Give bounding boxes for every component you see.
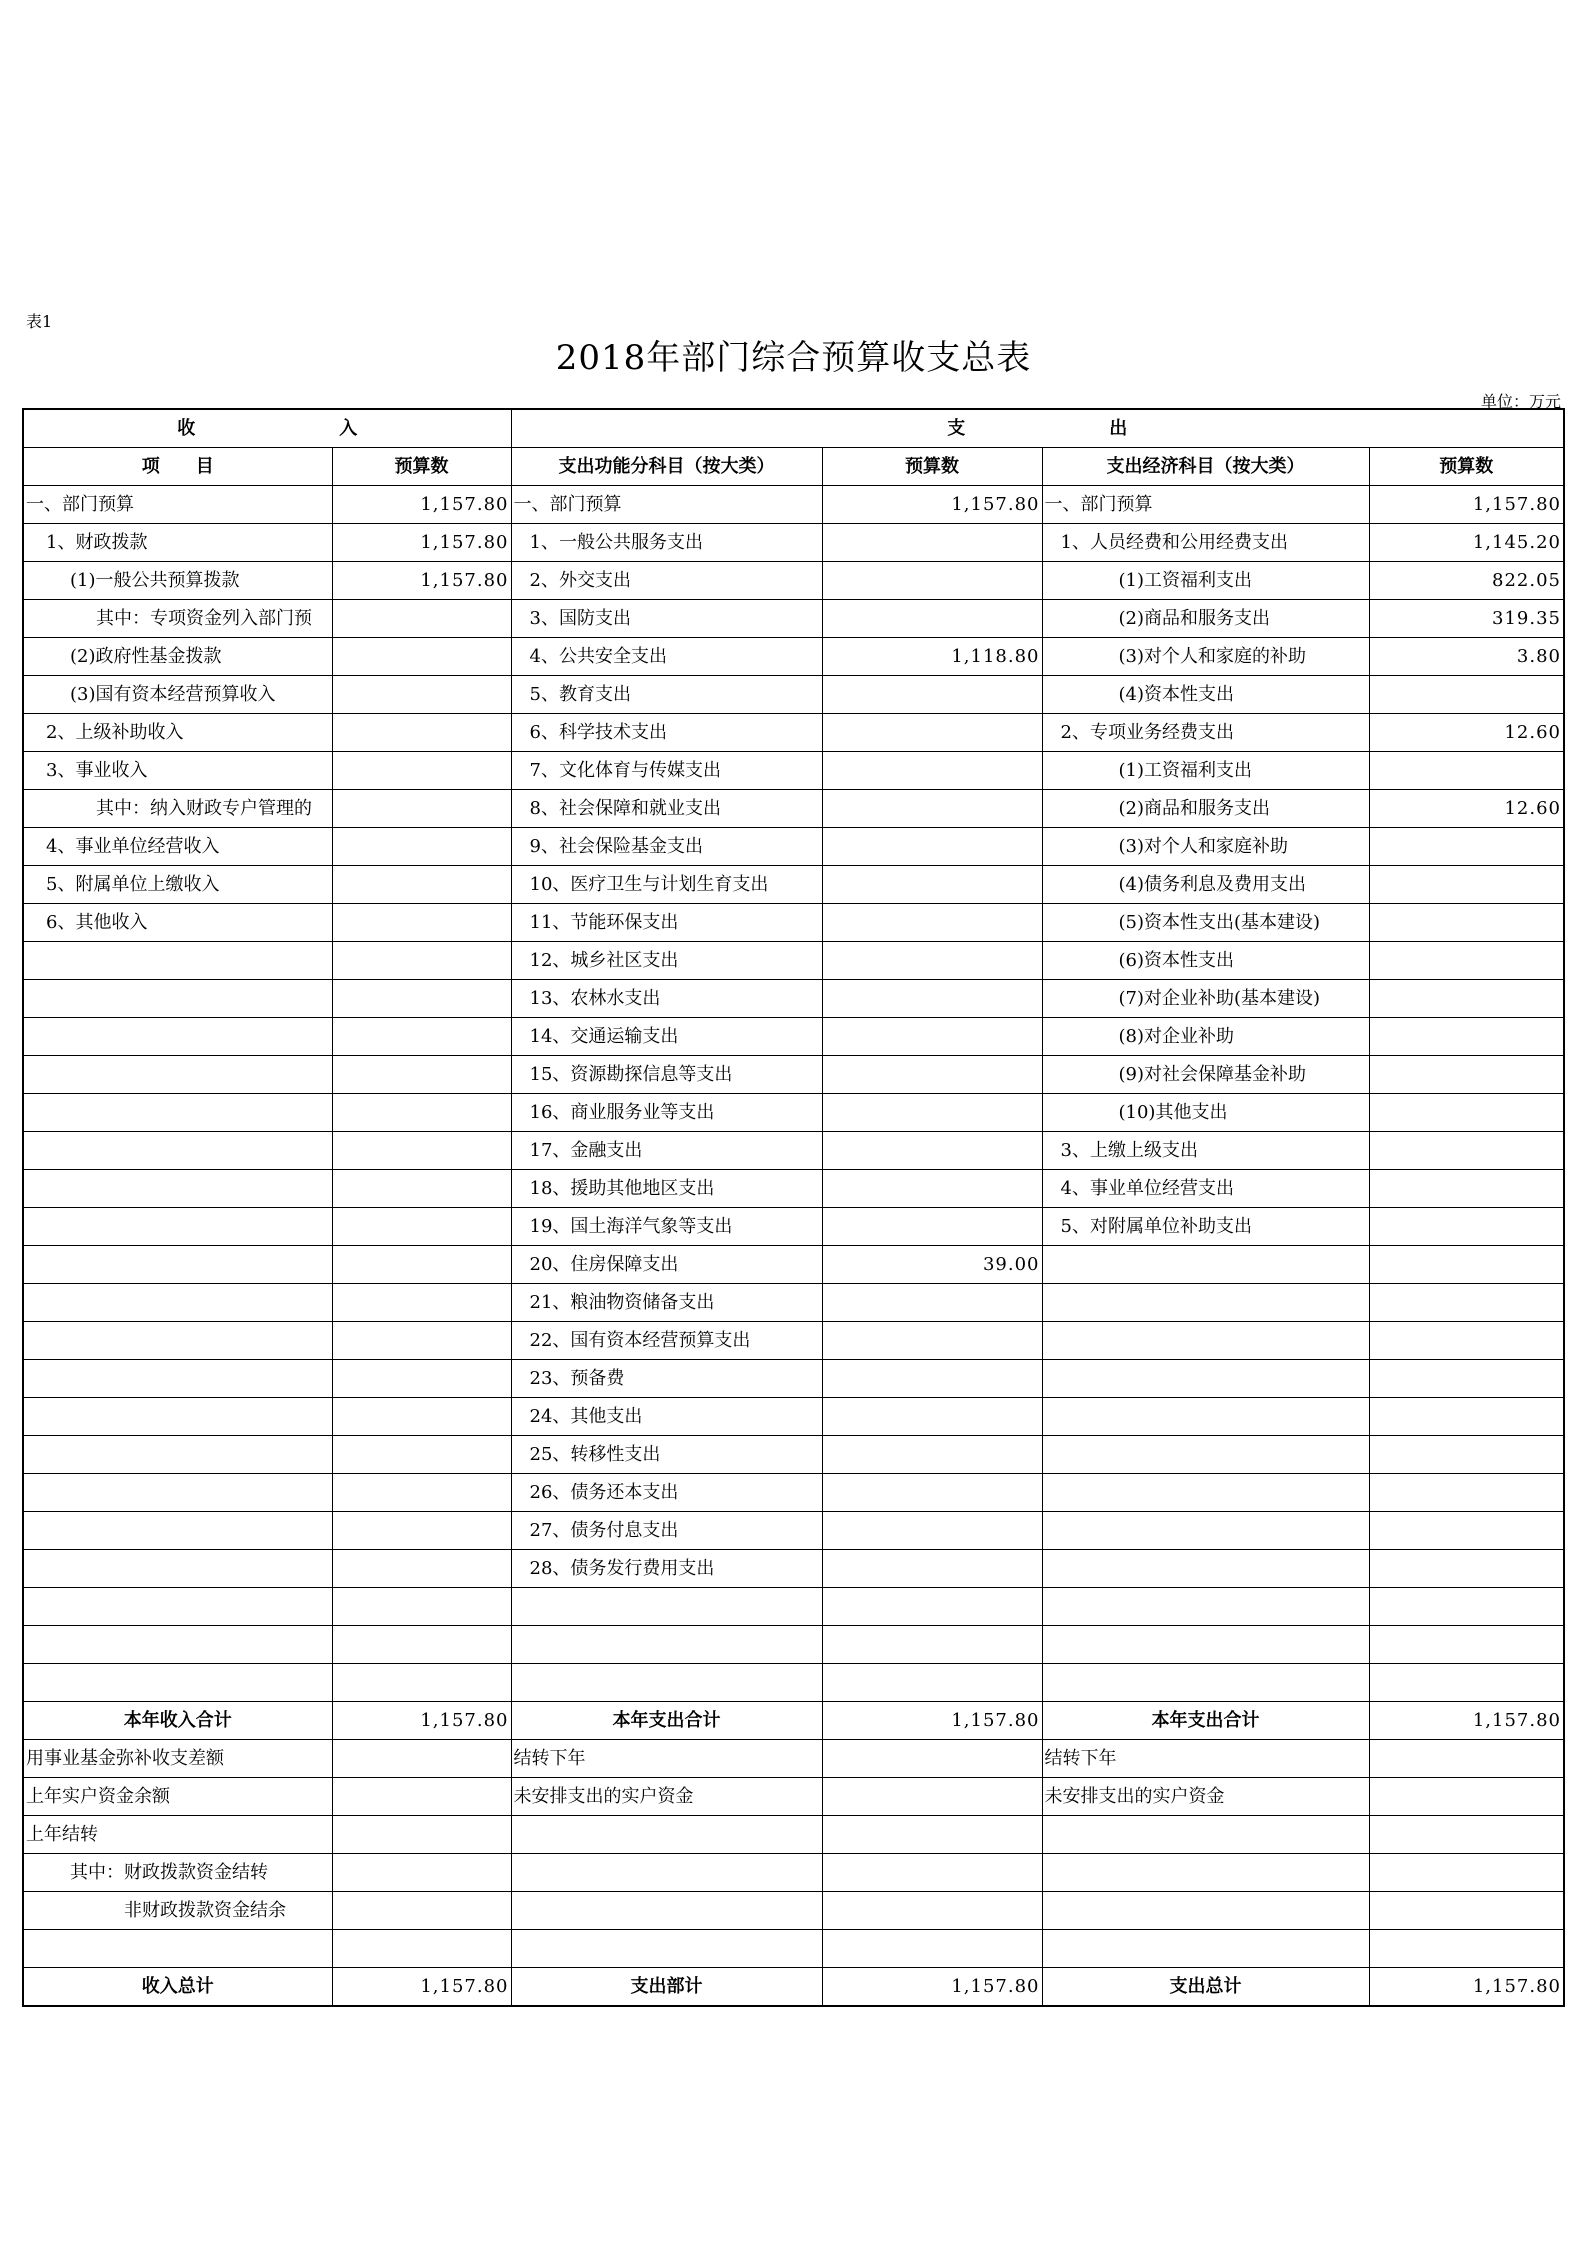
economic-category-cell: (8)对企业补助 xyxy=(1042,1018,1369,1056)
unit-label: 单位：万元 xyxy=(1480,392,1561,411)
economic-budget-cell: 12.60 xyxy=(1369,714,1564,752)
income-budget-cell xyxy=(332,828,511,866)
function-category-cell: 本年支出合计 xyxy=(511,1702,822,1740)
income-item-cell: (1)一般公共预算拨款 xyxy=(23,562,332,600)
economic-category-cell xyxy=(1042,1398,1369,1436)
income-item-cell xyxy=(23,1588,332,1626)
table-row xyxy=(23,1550,1564,1588)
function-budget-cell xyxy=(822,1626,1042,1664)
table-row xyxy=(23,1930,1564,1968)
economic-category-cell: (3)对个人和家庭补助 xyxy=(1042,828,1369,866)
economic-budget-cell xyxy=(1369,980,1564,1018)
economic-budget-cell xyxy=(1369,1094,1564,1132)
economic-budget-cell: 319.35 xyxy=(1369,600,1564,638)
economic-category-cell: (2)商品和服务支出 xyxy=(1042,790,1369,828)
function-category-cell xyxy=(511,1854,822,1892)
income-budget-cell xyxy=(332,866,511,904)
economic-budget-cell xyxy=(1369,752,1564,790)
economic-category-cell xyxy=(1042,1246,1369,1284)
function-category-cell: 11、节能环保支出 xyxy=(511,904,822,942)
function-category-cell: 2、外交支出 xyxy=(511,562,822,600)
table-row xyxy=(23,1170,1564,1208)
income-item-cell: 收入总计 xyxy=(23,1968,332,2007)
function-category-cell: 24、其他支出 xyxy=(511,1398,822,1436)
function-budget-cell xyxy=(822,1056,1042,1094)
function-category-cell: 21、粮油物资储备支出 xyxy=(511,1284,822,1322)
col-header-budget-function: 预算数 xyxy=(822,448,1042,486)
income-budget-cell xyxy=(332,942,511,980)
table-row xyxy=(23,904,1564,942)
function-budget-cell xyxy=(822,1778,1042,1816)
budget-summary-table xyxy=(22,408,1565,2007)
economic-budget-cell xyxy=(1369,1740,1564,1778)
table-row xyxy=(23,600,1564,638)
income-item-cell xyxy=(23,1018,332,1056)
function-category-cell: 12、城乡社区支出 xyxy=(511,942,822,980)
income-budget-cell xyxy=(332,1208,511,1246)
economic-category-cell xyxy=(1042,1892,1369,1930)
economic-category-cell xyxy=(1042,1474,1369,1512)
function-category-cell: 20、住房保障支出 xyxy=(511,1246,822,1284)
economic-budget-cell xyxy=(1369,1018,1564,1056)
income-budget-cell: 1,157.80 xyxy=(332,1702,511,1740)
page-title: 2018年部门综合预算收支总表 xyxy=(555,338,1032,378)
table-number-label: 表1 xyxy=(26,312,53,331)
table-row xyxy=(23,1588,1564,1626)
function-budget-cell xyxy=(822,1512,1042,1550)
income-budget-cell xyxy=(332,1474,511,1512)
economic-budget-cell xyxy=(1369,1474,1564,1512)
income-budget-cell xyxy=(332,1550,511,1588)
income-item-cell: 非财政拨款资金结余 xyxy=(23,1892,332,1930)
economic-budget-cell xyxy=(1369,942,1564,980)
income-item-cell: 4、事业单位经营收入 xyxy=(23,828,332,866)
function-budget-cell xyxy=(822,600,1042,638)
economic-category-cell: (6)资本性支出 xyxy=(1042,942,1369,980)
function-budget-cell xyxy=(822,1398,1042,1436)
function-budget-cell xyxy=(822,866,1042,904)
income-item-cell: 其中：纳入财政专户管理的 xyxy=(23,790,332,828)
table-row xyxy=(23,1360,1564,1398)
income-item-cell xyxy=(23,1930,332,1968)
function-category-cell: 6、科学技术支出 xyxy=(511,714,822,752)
economic-budget-cell xyxy=(1369,1056,1564,1094)
table-row xyxy=(23,790,1564,828)
economic-category-cell xyxy=(1042,1626,1369,1664)
income-item-cell xyxy=(23,1056,332,1094)
income-budget-cell xyxy=(332,1094,511,1132)
income-budget-cell xyxy=(332,1056,511,1094)
function-budget-cell: 1,118.80 xyxy=(822,638,1042,676)
income-budget-cell xyxy=(332,790,511,828)
economic-budget-cell xyxy=(1369,1664,1564,1702)
income-item-cell: 6、其他收入 xyxy=(23,904,332,942)
income-budget-cell xyxy=(332,904,511,942)
income-budget-cell xyxy=(332,676,511,714)
income-budget-cell: 1,157.80 xyxy=(332,562,511,600)
economic-budget-cell xyxy=(1369,1816,1564,1854)
economic-budget-cell xyxy=(1369,1132,1564,1170)
income-item-cell xyxy=(23,1094,332,1132)
economic-category-cell: 本年支出合计 xyxy=(1042,1702,1369,1740)
economic-budget-cell xyxy=(1369,1550,1564,1588)
function-budget-cell xyxy=(822,942,1042,980)
income-item-cell: 1、财政拨款 xyxy=(23,524,332,562)
table-row xyxy=(23,752,1564,790)
function-budget-cell xyxy=(822,1930,1042,1968)
economic-budget-cell xyxy=(1369,1588,1564,1626)
economic-budget-cell xyxy=(1369,1208,1564,1246)
income-budget-cell xyxy=(332,1436,511,1474)
function-category-cell: 27、债务付息支出 xyxy=(511,1512,822,1550)
economic-budget-cell: 12.60 xyxy=(1369,790,1564,828)
economic-category-cell: (3)对个人和家庭的补助 xyxy=(1042,638,1369,676)
income-item-cell: 用事业基金弥补收支差额 xyxy=(23,1740,332,1778)
function-budget-cell xyxy=(822,524,1042,562)
table-row xyxy=(23,1740,1564,1778)
income-item-cell xyxy=(23,1664,332,1702)
economic-budget-cell xyxy=(1369,1360,1564,1398)
function-budget-cell xyxy=(822,1436,1042,1474)
table-row xyxy=(23,1778,1564,1816)
function-budget-cell xyxy=(822,1208,1042,1246)
income-budget-cell xyxy=(332,1626,511,1664)
function-category-cell: 一、部门预算 xyxy=(511,486,822,524)
economic-budget-cell xyxy=(1369,1284,1564,1322)
income-item-cell: 3、事业收入 xyxy=(23,752,332,790)
income-item-cell xyxy=(23,1208,332,1246)
income-budget-cell xyxy=(332,1664,511,1702)
economic-category-cell: 支出总计 xyxy=(1042,1968,1369,2007)
table-row xyxy=(23,676,1564,714)
function-budget-cell xyxy=(822,1588,1042,1626)
col-header-item: 项 目 xyxy=(23,448,332,486)
table-row xyxy=(23,1474,1564,1512)
economic-budget-cell xyxy=(1369,904,1564,942)
economic-category-cell: (7)对企业补助(基本建设) xyxy=(1042,980,1369,1018)
economic-category-cell xyxy=(1042,1930,1369,1968)
income-budget-cell xyxy=(332,1018,511,1056)
function-category-cell: 10、医疗卫生与计划生育支出 xyxy=(511,866,822,904)
income-budget-cell xyxy=(332,1588,511,1626)
function-budget-cell: 1,157.80 xyxy=(822,1968,1042,2007)
function-budget-cell xyxy=(822,828,1042,866)
table-row xyxy=(23,1664,1564,1702)
function-category-cell: 16、商业服务业等支出 xyxy=(511,1094,822,1132)
function-category-cell: 14、交通运输支出 xyxy=(511,1018,822,1056)
income-item-cell: (3)国有资本经营预算收入 xyxy=(23,676,332,714)
income-item-cell xyxy=(23,1550,332,1588)
income-item-cell xyxy=(23,1246,332,1284)
table-row xyxy=(23,1968,1564,2007)
economic-category-cell xyxy=(1042,1664,1369,1702)
economic-category-cell xyxy=(1042,1322,1369,1360)
function-budget-cell xyxy=(822,1892,1042,1930)
income-item-cell: 一、部门预算 xyxy=(23,486,332,524)
economic-category-cell: 5、对附属单位补助支出 xyxy=(1042,1208,1369,1246)
income-budget-cell: 1,157.80 xyxy=(332,1968,511,2007)
economic-category-cell xyxy=(1042,1816,1369,1854)
income-budget-cell xyxy=(332,1132,511,1170)
function-budget-cell xyxy=(822,1854,1042,1892)
function-category-cell: 17、金融支出 xyxy=(511,1132,822,1170)
function-category-cell: 4、公共安全支出 xyxy=(511,638,822,676)
economic-category-cell: 2、专项业务经费支出 xyxy=(1042,714,1369,752)
economic-category-cell: 3、上缴上级支出 xyxy=(1042,1132,1369,1170)
function-category-cell: 7、文化体育与传媒支出 xyxy=(511,752,822,790)
income-item-cell xyxy=(23,1284,332,1322)
economic-category-cell: (2)商品和服务支出 xyxy=(1042,600,1369,638)
income-item-cell: 本年收入合计 xyxy=(23,1702,332,1740)
function-budget-cell xyxy=(822,904,1042,942)
income-item-cell xyxy=(23,1322,332,1360)
table-row xyxy=(23,1702,1564,1740)
table-row xyxy=(23,562,1564,600)
table-row xyxy=(23,1512,1564,1550)
income-item-cell: (2)政府性基金拨款 xyxy=(23,638,332,676)
col-header-budget-income: 预算数 xyxy=(332,448,511,486)
function-budget-cell: 39.00 xyxy=(822,1246,1042,1284)
function-budget-cell xyxy=(822,980,1042,1018)
function-budget-cell xyxy=(822,1474,1042,1512)
economic-budget-cell: 1,145.20 xyxy=(1369,524,1564,562)
economic-budget-cell: 822.05 xyxy=(1369,562,1564,600)
income-budget-cell xyxy=(332,1930,511,1968)
economic-budget-cell xyxy=(1369,866,1564,904)
function-category-cell: 13、农林水支出 xyxy=(511,980,822,1018)
table-row xyxy=(23,1854,1564,1892)
income-budget-cell xyxy=(332,1322,511,1360)
function-category-cell: 23、预备费 xyxy=(511,1360,822,1398)
economic-category-cell: 1、人员经费和公用经费支出 xyxy=(1042,524,1369,562)
table-row xyxy=(23,1208,1564,1246)
income-budget-cell xyxy=(332,714,511,752)
economic-category-cell: (4)资本性支出 xyxy=(1042,676,1369,714)
table-row xyxy=(23,714,1564,752)
economic-budget-cell: 1,157.80 xyxy=(1369,1968,1564,2007)
income-item-cell: 上年结转 xyxy=(23,1816,332,1854)
function-category-cell xyxy=(511,1626,822,1664)
economic-category-cell xyxy=(1042,1550,1369,1588)
col-header-economic-category: 支出经济科目（按大类） xyxy=(1042,448,1369,486)
income-budget-cell xyxy=(332,1892,511,1930)
income-section-header: 收 入 xyxy=(23,409,511,448)
function-category-cell: 5、教育支出 xyxy=(511,676,822,714)
economic-category-cell: (9)对社会保障基金补助 xyxy=(1042,1056,1369,1094)
economic-category-cell xyxy=(1042,1588,1369,1626)
income-budget-cell xyxy=(332,1170,511,1208)
table-row xyxy=(23,1322,1564,1360)
income-budget-cell xyxy=(332,638,511,676)
function-category-cell: 25、转移性支出 xyxy=(511,1436,822,1474)
function-budget-cell xyxy=(822,1132,1042,1170)
col-header-budget-economic: 预算数 xyxy=(1369,448,1564,486)
income-budget-cell: 1,157.80 xyxy=(332,486,511,524)
table-row xyxy=(23,828,1564,866)
function-budget-cell xyxy=(822,1018,1042,1056)
function-budget-cell xyxy=(822,790,1042,828)
income-item-cell: 其中：财政拨款资金结转 xyxy=(23,1854,332,1892)
function-budget-cell xyxy=(822,676,1042,714)
income-item-cell: 上年实户资金余额 xyxy=(23,1778,332,1816)
income-budget-cell xyxy=(332,980,511,1018)
function-category-cell: 结转下年 xyxy=(511,1740,822,1778)
function-category-cell: 支出部计 xyxy=(511,1968,822,2007)
income-budget-cell xyxy=(332,1740,511,1778)
income-budget-cell xyxy=(332,752,511,790)
income-item-cell: 其中：专项资金列入部门预 xyxy=(23,600,332,638)
function-category-cell: 18、援助其他地区支出 xyxy=(511,1170,822,1208)
economic-budget-cell xyxy=(1369,1246,1564,1284)
income-budget-cell xyxy=(332,1284,511,1322)
income-budget-cell xyxy=(332,1360,511,1398)
economic-budget-cell xyxy=(1369,1512,1564,1550)
function-category-cell: 3、国防支出 xyxy=(511,600,822,638)
table-row xyxy=(23,1892,1564,1930)
function-budget-cell xyxy=(822,1360,1042,1398)
economic-budget-cell xyxy=(1369,1398,1564,1436)
economic-category-cell: 4、事业单位经营支出 xyxy=(1042,1170,1369,1208)
col-header-function-category: 支出功能分科目（按大类） xyxy=(511,448,822,486)
function-category-cell: 9、社会保险基金支出 xyxy=(511,828,822,866)
income-item-cell xyxy=(23,1360,332,1398)
income-item-cell xyxy=(23,1436,332,1474)
income-budget-cell xyxy=(332,1816,511,1854)
function-budget-cell xyxy=(822,1284,1042,1322)
table-row xyxy=(23,638,1564,676)
economic-budget-cell xyxy=(1369,676,1564,714)
table-row xyxy=(23,1246,1564,1284)
table-row xyxy=(23,1816,1564,1854)
table-row xyxy=(23,980,1564,1018)
expense-section-header: 支 出 xyxy=(511,409,1564,448)
function-category-cell xyxy=(511,1588,822,1626)
economic-budget-cell: 1,157.80 xyxy=(1369,486,1564,524)
function-budget-cell xyxy=(822,1094,1042,1132)
economic-budget-cell xyxy=(1369,1626,1564,1664)
function-budget-cell: 1,157.80 xyxy=(822,1702,1042,1740)
function-category-cell: 1、一般公共服务支出 xyxy=(511,524,822,562)
function-category-cell xyxy=(511,1892,822,1930)
economic-budget-cell xyxy=(1369,1930,1564,1968)
economic-category-cell xyxy=(1042,1854,1369,1892)
function-category-cell: 26、债务还本支出 xyxy=(511,1474,822,1512)
income-item-cell xyxy=(23,1170,332,1208)
function-budget-cell xyxy=(822,714,1042,752)
function-budget-cell xyxy=(822,752,1042,790)
economic-budget-cell xyxy=(1369,1436,1564,1474)
function-budget-cell xyxy=(822,1170,1042,1208)
economic-category-cell xyxy=(1042,1360,1369,1398)
income-budget-cell xyxy=(332,600,511,638)
economic-category-cell xyxy=(1042,1512,1369,1550)
income-budget-cell xyxy=(332,1854,511,1892)
section-header-row xyxy=(23,409,1564,448)
table-row xyxy=(23,1132,1564,1170)
function-budget-cell xyxy=(822,1550,1042,1588)
table-row xyxy=(23,486,1564,524)
table-row xyxy=(23,942,1564,980)
economic-budget-cell xyxy=(1369,1170,1564,1208)
table-row xyxy=(23,1284,1564,1322)
economic-category-cell: 未安排支出的实户资金 xyxy=(1042,1778,1369,1816)
income-item-cell xyxy=(23,1132,332,1170)
economic-budget-cell xyxy=(1369,1892,1564,1930)
economic-category-cell: (1)工资福利支出 xyxy=(1042,752,1369,790)
column-header-row xyxy=(23,448,1564,486)
economic-category-cell: (5)资本性支出(基本建设) xyxy=(1042,904,1369,942)
income-budget-cell xyxy=(332,1512,511,1550)
economic-category-cell: (4)债务利息及费用支出 xyxy=(1042,866,1369,904)
table-row xyxy=(23,524,1564,562)
function-category-cell xyxy=(511,1664,822,1702)
function-budget-cell xyxy=(822,1664,1042,1702)
function-category-cell: 19、国土海洋气象等支出 xyxy=(511,1208,822,1246)
economic-budget-cell xyxy=(1369,1778,1564,1816)
function-category-cell: 22、国有资本经营预算支出 xyxy=(511,1322,822,1360)
function-budget-cell xyxy=(822,1740,1042,1778)
income-item-cell: 5、附属单位上缴收入 xyxy=(23,866,332,904)
income-item-cell xyxy=(23,1512,332,1550)
table-row xyxy=(23,1436,1564,1474)
economic-category-cell: (1)工资福利支出 xyxy=(1042,562,1369,600)
function-category-cell: 28、债务发行费用支出 xyxy=(511,1550,822,1588)
table-row xyxy=(23,1398,1564,1436)
function-budget-cell xyxy=(822,1322,1042,1360)
function-budget-cell xyxy=(822,562,1042,600)
function-budget-cell xyxy=(822,1816,1042,1854)
economic-budget-cell: 1,157.80 xyxy=(1369,1702,1564,1740)
economic-budget-cell xyxy=(1369,1854,1564,1892)
economic-budget-cell: 3.80 xyxy=(1369,638,1564,676)
income-budget-cell xyxy=(332,1778,511,1816)
economic-category-cell xyxy=(1042,1284,1369,1322)
table-row xyxy=(23,866,1564,904)
economic-budget-cell xyxy=(1369,1322,1564,1360)
table-row xyxy=(23,1018,1564,1056)
function-category-cell: 15、资源勘探信息等支出 xyxy=(511,1056,822,1094)
income-item-cell xyxy=(23,1474,332,1512)
economic-category-cell: 结转下年 xyxy=(1042,1740,1369,1778)
table-row xyxy=(23,1056,1564,1094)
income-item-cell xyxy=(23,1398,332,1436)
table-row xyxy=(23,1094,1564,1132)
income-item-cell xyxy=(23,1626,332,1664)
economic-category-cell xyxy=(1042,1436,1369,1474)
function-category-cell: 未安排支出的实户资金 xyxy=(511,1778,822,1816)
income-budget-cell xyxy=(332,1246,511,1284)
function-category-cell xyxy=(511,1816,822,1854)
economic-category-cell: (10)其他支出 xyxy=(1042,1094,1369,1132)
income-budget-cell: 1,157.80 xyxy=(332,524,511,562)
function-category-cell: 8、社会保障和就业支出 xyxy=(511,790,822,828)
income-item-cell xyxy=(23,942,332,980)
income-item-cell: 2、上级补助收入 xyxy=(23,714,332,752)
function-category-cell xyxy=(511,1930,822,1968)
economic-category-cell: 一、部门预算 xyxy=(1042,486,1369,524)
income-item-cell xyxy=(23,980,332,1018)
economic-budget-cell xyxy=(1369,828,1564,866)
income-budget-cell xyxy=(332,1398,511,1436)
table-row xyxy=(23,1626,1564,1664)
function-budget-cell: 1,157.80 xyxy=(822,486,1042,524)
